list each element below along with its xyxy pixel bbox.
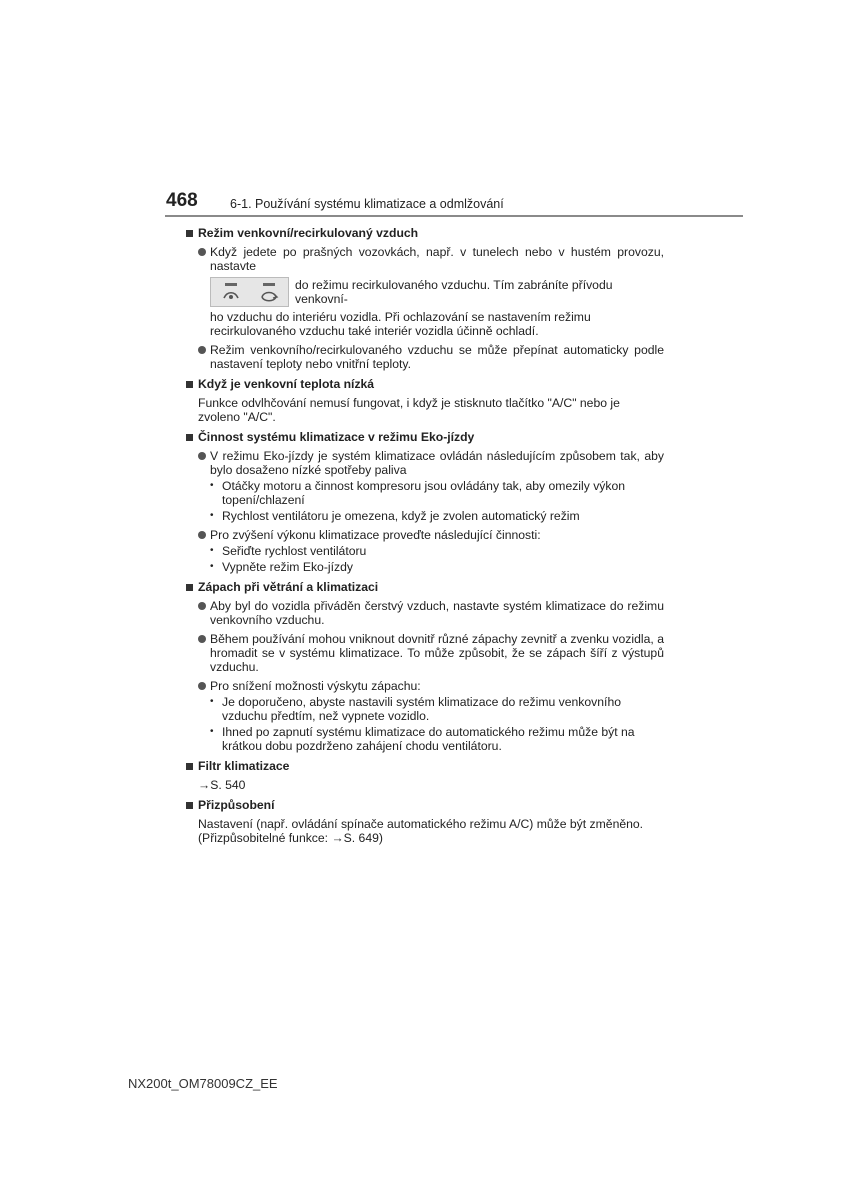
- bullet-eco-control: V režimu Eko-jízdy je systém klimatizace ovládán následujícím způsobem tak, aby bylo dosaženo nízké spotřeby paliva: [186, 449, 664, 477]
- sub-eco-fan: • Rychlost ventilátoru je omezena, když je zvolen automatický režim: [186, 509, 664, 523]
- icon-row: [186, 277, 664, 307]
- customization-text: Nastavení (např. ovládání spínače automatického režimu A/C) může být změněno.: [198, 817, 644, 831]
- section-heading-eco: Činnost systému klimatizace v režimu Eko-jízdy: [186, 430, 664, 444]
- filter-page-ref[interactable]: →S. 540: [198, 778, 246, 792]
- bullet-odor-accumulate: Během používání mohou vniknout dovnitř různé zápachy zevnitř a zvenku vozidla, a hromadit se v systému klimatizace. To může způsobit, že se zápach šíří z výstupů vzduchu.: [186, 632, 664, 674]
- bullet-eco-boost: Pro zvýšení výkonu klimatizace proveďte následující činnosti:: [186, 528, 664, 542]
- bullet-dusty-roads: Když jedete po prašných vozovkách, např. v tunelech nebo v hustém provozu, nastavte: [186, 245, 664, 273]
- page-number: 468: [166, 190, 198, 211]
- sub-eco-engine: • Otáčky motoru a činnost kompresoru jsou ovládány tak, aby omezily výkon topení/chlazení: [186, 479, 664, 507]
- manual-code: NX200t_OM78009CZ_EE: [128, 1076, 278, 1091]
- bullet-dusty-roads-cont: do režimu recirkulovaného vzduchu. Tím zabráníte přívodu venkovní-: [295, 278, 613, 306]
- section-heading-customization: Přizpůsobení: [186, 798, 664, 812]
- section-heading-recirculation: Režim venkovní/recirkulovaný vzduch: [186, 226, 664, 240]
- section-heading-filter: Filtr klimatizace: [186, 759, 664, 773]
- sub-eco-adjust-fan: • Seřiďte rychlost ventilátoru: [186, 544, 664, 558]
- sub-eco-off: • Vypněte režim Eko-jízdy: [186, 560, 664, 574]
- bullet-odor-reduce: Pro snížení možnosti výskytu zápachu:: [186, 679, 664, 693]
- header-rule: [165, 215, 743, 217]
- bullet-auto-switch: Režim venkovního/recirkulovaného vzduchu se může přepínat automaticky podle nastavení teploty nebo vnitřní teploty.: [186, 343, 664, 371]
- section-heading-low-temp: Když je venkovní teplota nízká: [186, 377, 664, 391]
- air-recirculation-button-icon: [210, 277, 289, 307]
- customization-ref[interactable]: (Přizpůsobitelné funkce: →S. 649): [198, 831, 383, 845]
- bullet-dusty-roads-cont2: ho vzduchu do interiéru vozidla. Při ochlazování se nastavením režimu recirkulovaného vzduchu také interiér vozidla účinně ochladí.: [210, 310, 591, 338]
- low-temp-text: Funkce odvlhčování nemusí fungovat, i když je stisknuto tlačítko "A/C" nebo je zvoleno "A/C".: [198, 396, 620, 424]
- bullet-odor-fresh-air: Aby byl do vozidla přiváděn čerstvý vzduch, nastavte systém klimatizace do režimu venkovního vzduchu.: [186, 599, 664, 627]
- page-content: [186, 226, 664, 845]
- sub-odor-outside-air: • Je doporučeno, abyste nastavili systém klimatizace do režimu venkovního vzduchu předtím, než vypnete vozidlo.: [186, 695, 664, 723]
- sub-odor-fan-delay: • Ihned po zapnutí systému klimatizace do automatického režimu může být na krátkou dobu pozdrženo zahájení chodu ventilátoru.: [186, 725, 664, 753]
- section-heading-odor: Zápach při větrání a klimatizaci: [186, 580, 664, 594]
- chapter-title: 6-1. Používání systému klimatizace a odmlžování: [230, 197, 504, 211]
